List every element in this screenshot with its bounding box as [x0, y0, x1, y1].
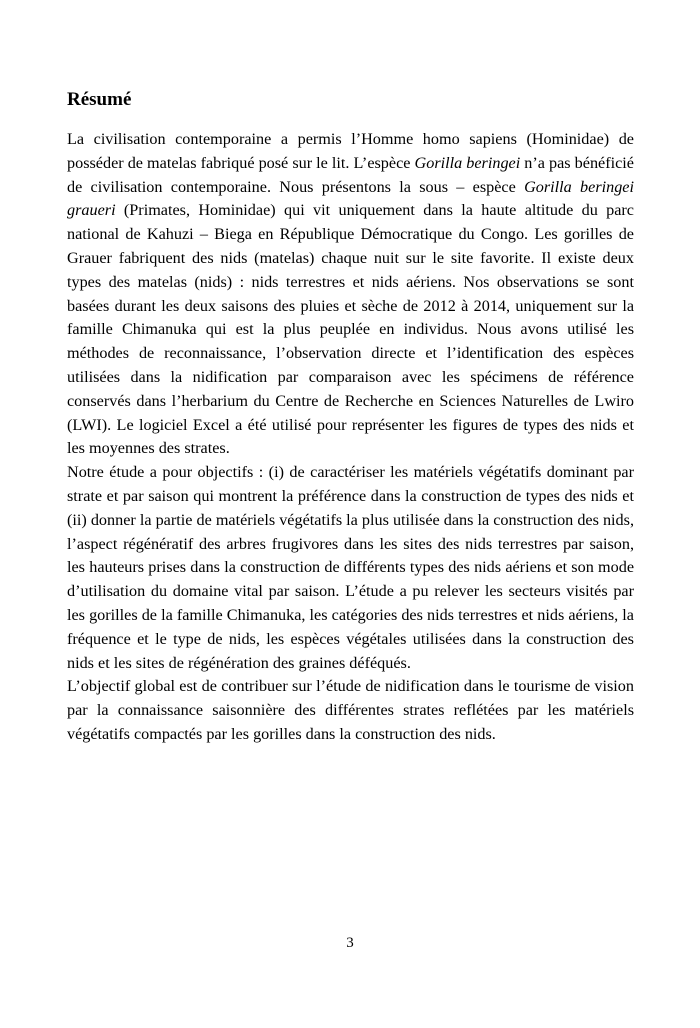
abstract-paragraph-2: Notre étude a pour objectifs : (i) de caractériser les matériels végétatifs dominant par strate et par saison qui montrent la préférence dans la construction de types des nids et (ii) donner la partie de matériels végétatifs la plus utilisée dans la construction des nids, l’aspect régénératif des arbres frugivores dans les sites des nids terrestres par saison, les hauteurs prises dans la construction de différents types des nids aériens et son mode d’utilisation du domaine vital par saison. L’étude a pu relever les secteurs visités par les gorilles de la famille Chimanuka, les catégories des nids terrestres et nids aériens, la fréquence et le type de nids, les espèces végétales utilisées dans la construction des nids et les sites de régénération des graines déféqués.: [67, 463, 634, 672]
paragraph-1-text-b: n’a pas bénéficié de civilisation contemporaine. Nous présentons la sous – espèce: [67, 153, 634, 196]
paragraph-1-text-a: La civilisation contemporaine a permis l’Homme homo sapiens (Hominidae) de posséder de matelas fabriqué posé sur le lit. L’espèce: [67, 130, 634, 172]
abstract-paragraph-1: [67, 128, 634, 461]
abstract-paragraph-3: L’objectif global est de contribuer sur l’étude de nidification dans le tourisme de vision par la connaissance saisonnière des différentes strates reflétées par les matériels végétatifs compactés par les gorilles dans la construction des nids.: [67, 677, 634, 743]
abstract-body: [67, 128, 634, 747]
page-number: 3: [346, 935, 354, 951]
subspecies-name-gorilla-beringei-graueri: Gorilla beringei graueri: [67, 177, 634, 220]
page-title: Résumé: [67, 89, 132, 110]
paragraph-1-text-c: (Primates, Hominidae) qui vit uniquement dans la haute altitude du parc national de Kahuzi – Biega en République Démocratique du Congo. Les gorilles de Grauer fabriquent des nids (matelas) chaque nuit sur le site favorite. Il existe deux types des matelas (nids) : nids terrestres et nids aériens. Nos observations se sont basées durant les deux saisons des pluies et sèche de 2012 à 2014, uniquement sur la famille Chimanuka qui est la plus peuplée en individus. Nous avons utilisé les méthodes de reconnaissance, l’observation directe et l’identification des espèces utilisées dans la nidification par comparaison avec les spécimens de référence conservés dans l’herbarium du Centre de Recherche en Sciences Naturelles de Lwiro (LWI). Le logiciel Excel a été utilisé pour représenter les figures de types des nids et les moyennes des strates.: [67, 201, 634, 458]
species-name-gorilla-beringei: Gorilla beringei: [414, 153, 521, 172]
